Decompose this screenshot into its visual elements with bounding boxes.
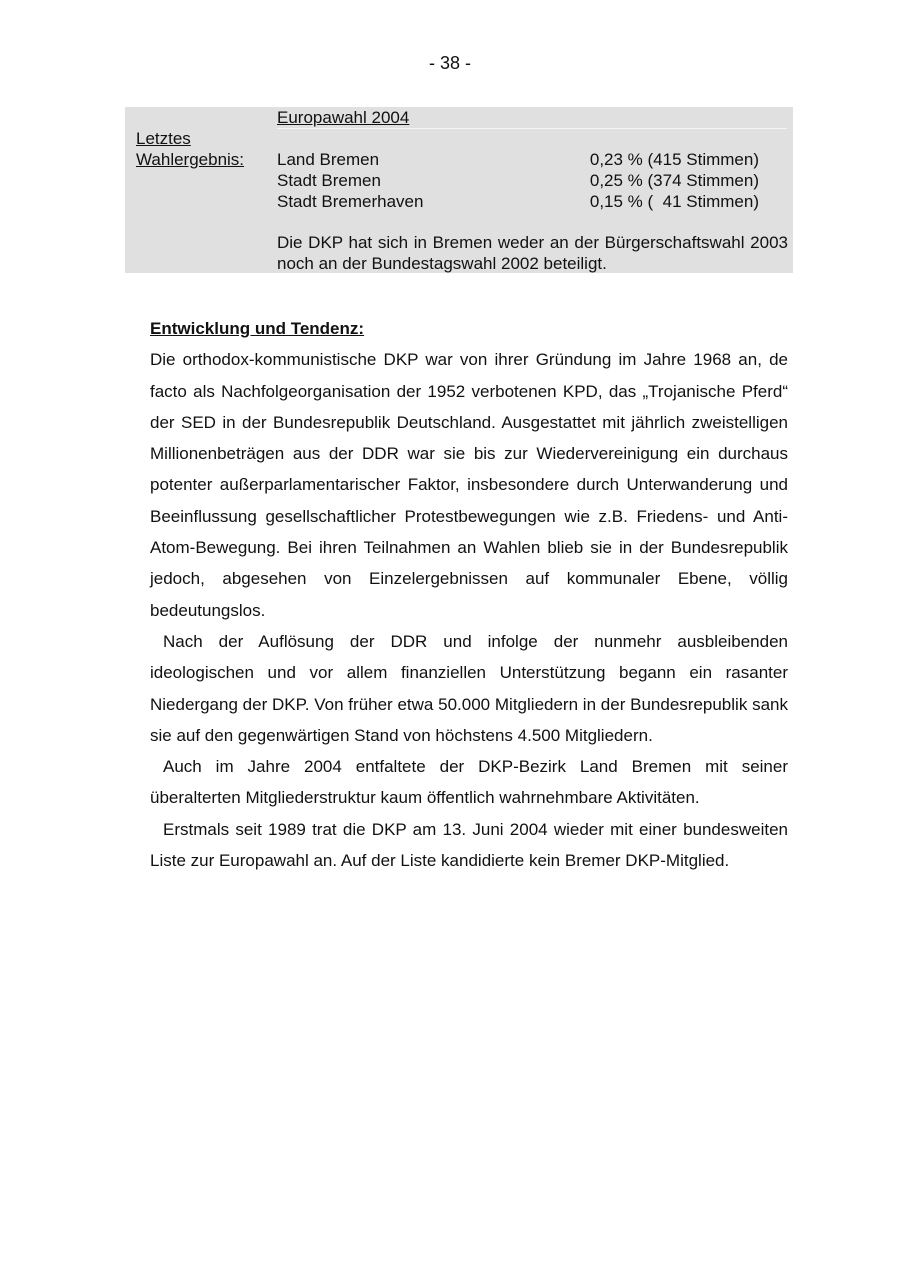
result-row-land-bremen xyxy=(277,149,759,170)
result-value: 0,25 % (374 Stimmen) xyxy=(589,171,759,190)
paragraph: Auch im Jahre 2004 entfaltete der DKP-Bezirk Land Bremen mit seiner überalterten Mitgliederstruktur kaum öffentlich wahrnehmbare Aktivitäten. xyxy=(150,757,788,808)
result-row-stadt-bremerhaven xyxy=(277,191,759,212)
section-title: Entwicklung und Tendenz: xyxy=(150,319,365,338)
result-region: Stadt Bremen xyxy=(277,171,381,190)
paragraph: Nach der Auflösung der DDR und infolge der nunmehr ausbleibenden ideologischen und vor allem finanziellen Unterstützung begann ein rasanter Niedergang der DKP. Von früher etwa 50.000 Mitgliedern in der Bundesrepublik sank sie auf den gegenwärtigen Stand von höchstens 4.500 Mitgliedern. xyxy=(150,631,788,745)
result-region: Stadt Bremerhaven xyxy=(277,192,424,211)
election-label-line2: Wahlergebnis: xyxy=(136,150,245,169)
election-result-box xyxy=(125,107,793,273)
result-row-stadt-bremen xyxy=(277,170,759,191)
paragraph: Die orthodox-kommunistische DKP war von ihrer Gründung im Jahre 1968 an, de facto als Nachfolgeorganisation der 1952 verbotenen KPD, das „Trojanische Pferd“ der SED in der Bundesrepublik Deutschland. Ausgestattet mit jährlich zweistelligen Millionenbeträgen aus der DDR war sie bis zur Wiedervereinigung ein durchaus potenter außerparlamentarischer Faktor, insbesondere durch Unterwanderung und Beeinflussung gesellschaftlicher Protestbewegungen wie z.B. Friedens- und Anti-Atom-Bewegung. Bei ihren Teilnahmen an Wahlen blieb sie in der Bundesrepublik jedoch, abgesehen von Einzelergebnissen auf kommunaler Ebene, völlig bedeutungslos. xyxy=(150,350,788,620)
election-label-line1: Letztes xyxy=(136,129,191,148)
election-note: Die DKP hat sich in Bremen weder an der Bürgerschaftswahl 2003 noch an der Bundestagswahl 2002 beteiligt. xyxy=(277,233,788,273)
section-content xyxy=(150,313,788,876)
election-heading: Europawahl 2004 xyxy=(277,108,410,127)
result-region: Land Bremen xyxy=(277,150,380,169)
paragraph: Erstmals seit 1989 trat die DKP am 13. Juni 2004 wieder mit einer bundesweiten Liste zur Europawahl an. Auf der Liste kandidierte kein Bremer DKP-Mitglied. xyxy=(150,819,788,871)
result-value: 0,15 % ( 41 Stimmen) xyxy=(589,192,759,211)
election-heading-cell xyxy=(277,107,787,129)
page-number: - 38 - xyxy=(428,53,471,73)
result-value: 0,23 % (415 Stimmen) xyxy=(589,150,759,169)
